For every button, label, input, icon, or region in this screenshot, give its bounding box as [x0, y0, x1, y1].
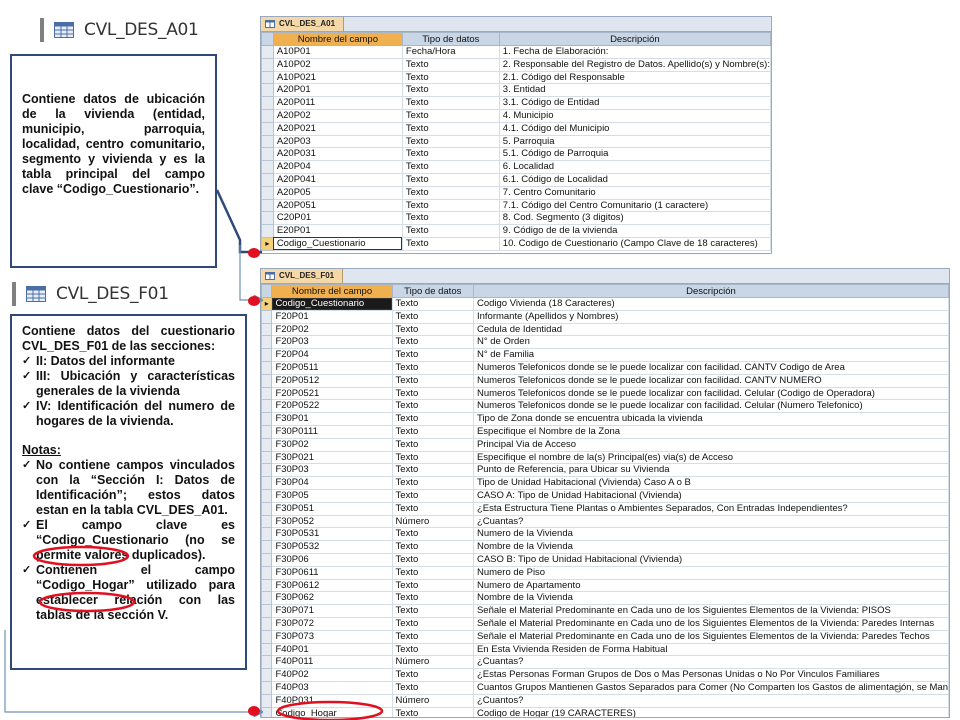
- data-type-cell[interactable]: Texto: [392, 553, 473, 566]
- red-marker-dot: [248, 248, 260, 258]
- data-type-cell[interactable]: Fecha/Hora: [402, 46, 499, 59]
- row-selector[interactable]: [262, 400, 272, 413]
- field-name-cell[interactable]: F30P03: [272, 464, 392, 477]
- row-selector[interactable]: [262, 387, 272, 400]
- table-row[interactable]: [262, 336, 949, 349]
- data-type-cell[interactable]: Número: [392, 656, 473, 669]
- data-type-cell[interactable]: Texto: [392, 438, 473, 451]
- row-selector[interactable]: [262, 592, 272, 605]
- table-row[interactable]: [262, 656, 949, 669]
- row-selector[interactable]: [262, 681, 272, 694]
- field-name-cell[interactable]: C20P01: [273, 212, 402, 225]
- table-row[interactable]: [262, 515, 949, 528]
- table-row[interactable]: [262, 694, 949, 707]
- data-type-cell[interactable]: Texto: [392, 681, 473, 694]
- field-name-cell[interactable]: F40P031: [272, 694, 392, 707]
- field-name-cell[interactable]: A20P03: [273, 135, 402, 148]
- row-selector[interactable]: [262, 464, 272, 477]
- data-type-cell[interactable]: Texto: [392, 323, 473, 336]
- description-cell[interactable]: En Esta Vivienda Residen de Forma Habitual: [473, 643, 948, 656]
- row-selector[interactable]: [262, 566, 272, 579]
- description-cell[interactable]: 6. Localidad: [499, 161, 770, 174]
- data-type-cell[interactable]: Texto: [402, 148, 499, 161]
- table-row[interactable]: [262, 425, 949, 438]
- table-row[interactable]: [262, 212, 771, 225]
- row-selector[interactable]: [262, 46, 274, 59]
- data-type-cell[interactable]: Texto: [402, 84, 499, 97]
- data-type-cell[interactable]: Texto: [402, 225, 499, 238]
- table-row[interactable]: [262, 58, 771, 71]
- row-selector[interactable]: [262, 173, 274, 186]
- row-selector[interactable]: [262, 225, 274, 238]
- data-type-cell[interactable]: Texto: [402, 186, 499, 199]
- row-selector[interactable]: [262, 694, 272, 707]
- description-cell[interactable]: CASO A: Tipo de Unidad Habitacional (Vivienda): [473, 489, 948, 502]
- field-name-cell[interactable]: F30P051: [272, 502, 392, 515]
- table-icon: [265, 272, 275, 280]
- description-cell[interactable]: Especifique el Nombre de la Zona: [473, 425, 948, 438]
- row-selector[interactable]: [262, 199, 274, 212]
- row-selector[interactable]: [262, 425, 272, 438]
- design-grid-a01[interactable]: [260, 16, 772, 254]
- row-selector[interactable]: [262, 605, 272, 618]
- row-selector[interactable]: [262, 323, 272, 336]
- description-cell[interactable]: 7.1. Código del Centro Comunitario (1 caractere): [499, 199, 770, 212]
- description-cell[interactable]: Cedula de Identidad: [473, 323, 948, 336]
- field-name-cell[interactable]: F20P0522: [272, 400, 392, 413]
- description-cell[interactable]: 4.1. Código del Municipio: [499, 122, 770, 135]
- section-item: ✓ III: Ubicación y características generales de la vivienda: [22, 369, 235, 399]
- row-selector[interactable]: [262, 361, 272, 374]
- data-type-cell[interactable]: Texto: [392, 541, 473, 554]
- table-row[interactable]: [262, 553, 949, 566]
- table-row[interactable]: [262, 669, 949, 682]
- data-type-cell[interactable]: Texto: [392, 413, 473, 426]
- field-name-cell[interactable]: Codigo_Cuestionario: [273, 237, 402, 250]
- row-selector[interactable]: [262, 451, 272, 464]
- description-cell[interactable]: 6.1. Código de Localidad: [499, 173, 770, 186]
- row-selector[interactable]: [262, 707, 272, 718]
- section-item: ✓ II: Datos del informante: [22, 354, 235, 369]
- field-name-cell[interactable]: A20P031: [273, 148, 402, 161]
- data-type-cell[interactable]: Texto: [392, 605, 473, 618]
- table-row[interactable]: [262, 451, 949, 464]
- field-name-cell[interactable]: A20P041: [273, 173, 402, 186]
- table-row[interactable]: [262, 323, 949, 336]
- field-name-cell[interactable]: A20P051: [273, 199, 402, 212]
- row-selector[interactable]: [262, 656, 272, 669]
- row-selector[interactable]: [262, 528, 272, 541]
- table-row[interactable]: [262, 489, 949, 502]
- description-cell[interactable]: ¿Cuantos?: [473, 694, 948, 707]
- data-type-cell[interactable]: Texto: [402, 58, 499, 71]
- description-cell[interactable]: 2. Responsable del Registro de Datos. Apellido(s) y Nombre(s):: [499, 58, 770, 71]
- data-type-cell[interactable]: Número: [392, 515, 473, 528]
- field-name-cell[interactable]: A10P01: [273, 46, 402, 59]
- field-name-cell[interactable]: F30P073: [272, 630, 392, 643]
- table-row[interactable]: [262, 186, 771, 199]
- data-type-cell[interactable]: Texto: [402, 199, 499, 212]
- row-selector[interactable]: [262, 630, 272, 643]
- data-type-cell[interactable]: Texto: [402, 97, 499, 110]
- description-cell[interactable]: 2.1. Código del Responsable: [499, 71, 770, 84]
- note-f01: [10, 314, 247, 670]
- description-cell[interactable]: Informante (Apellidos y Nombres): [473, 310, 948, 323]
- row-selector[interactable]: [262, 643, 272, 656]
- column-header[interactable]: Nombre del campo: [273, 33, 402, 46]
- red-marker-dot: [248, 706, 260, 716]
- field-name-cell[interactable]: A20P02: [273, 109, 402, 122]
- table-row[interactable]: [262, 349, 949, 362]
- tab-strip: [261, 269, 949, 284]
- note-item: ✓ No contiene campos vinculados con la “Sección I: Datos de Identificación”; estos datos estan en la tabla CVL_DES_A01.: [22, 458, 235, 518]
- description-cell[interactable]: ¿Estas Personas Forman Grupos de Dos o Mas Personas Unidas o No Por Vinculos Familiares: [473, 669, 948, 682]
- field-name-cell[interactable]: A20P05: [273, 186, 402, 199]
- table-row[interactable]: [262, 528, 949, 541]
- field-name-cell[interactable]: F20P02: [272, 323, 392, 336]
- table-row[interactable]: [262, 592, 949, 605]
- field-name-cell[interactable]: F20P0521: [272, 387, 392, 400]
- table-icon: [265, 20, 275, 28]
- field-name-cell[interactable]: F30P071: [272, 605, 392, 618]
- primary-key-icon[interactable]: ▸: [262, 298, 272, 311]
- field-name-cell[interactable]: Codigo_Cuestionario: [272, 298, 392, 311]
- row-selector[interactable]: [262, 310, 272, 323]
- data-type-cell[interactable]: Texto: [392, 630, 473, 643]
- description-cell[interactable]: Numeros Telefonicos donde se le puede localizar con facilidad. CANTV NUMERO: [473, 374, 948, 387]
- field-name-cell[interactable]: A20P01: [273, 84, 402, 97]
- description-cell[interactable]: Señale el Material Predominante en Cada uno de los Siguientes Elementos de la Vivienda: Paredes Techos: [473, 630, 948, 643]
- data-type-cell[interactable]: Texto: [392, 451, 473, 464]
- data-type-cell[interactable]: Texto: [392, 374, 473, 387]
- data-type-cell[interactable]: Texto: [392, 592, 473, 605]
- tab-label: CVL_DES_A01: [279, 19, 336, 28]
- column-header[interactable]: Descripción: [473, 285, 948, 298]
- data-type-cell[interactable]: Texto: [402, 161, 499, 174]
- table-row[interactable]: [262, 707, 949, 718]
- data-type-cell[interactable]: Texto: [392, 489, 473, 502]
- design-grid-f01[interactable]: [260, 268, 950, 718]
- row-selector[interactable]: [262, 109, 274, 122]
- field-name-cell[interactable]: A20P021: [273, 122, 402, 135]
- table-row[interactable]: [262, 605, 949, 618]
- row-selector[interactable]: [262, 515, 272, 528]
- data-type-cell[interactable]: Texto: [402, 173, 499, 186]
- description-cell[interactable]: Cuantos Grupos Mantienen Gastos Separados para Comer (No Comparten los Gastos de alimentación, se Man: [473, 681, 948, 694]
- row-selector[interactable]: [262, 84, 274, 97]
- row-selector[interactable]: [262, 502, 272, 515]
- description-cell[interactable]: Numeros Telefonicos donde se le puede localizar con facilidad. Celular (Numero Telefonico): [473, 400, 948, 413]
- description-cell[interactable]: 1. Fecha de Elaboración:: [499, 46, 770, 59]
- table-title-f01: [12, 282, 169, 306]
- data-type-cell[interactable]: Texto: [392, 387, 473, 400]
- data-type-cell[interactable]: Número: [392, 694, 473, 707]
- table-row[interactable]: [262, 438, 949, 451]
- row-selector[interactable]: [262, 489, 272, 502]
- table-icon: [26, 286, 46, 302]
- description-cell[interactable]: Nombre de la Vivienda: [473, 541, 948, 554]
- row-selector[interactable]: [262, 135, 274, 148]
- tab-cvl-des-a01[interactable]: [261, 17, 344, 31]
- row-selector[interactable]: [262, 122, 274, 135]
- field-name-cell[interactable]: F30P052: [272, 515, 392, 528]
- row-selector[interactable]: [262, 477, 272, 490]
- data-type-cell[interactable]: Texto: [392, 349, 473, 362]
- field-name-cell[interactable]: F30P04: [272, 477, 392, 490]
- table-row[interactable]: [262, 97, 771, 110]
- fields-table: [261, 32, 771, 251]
- note-a01: [10, 54, 217, 268]
- field-name-cell[interactable]: F40P02: [272, 669, 392, 682]
- row-selector[interactable]: [262, 58, 274, 71]
- field-name-cell[interactable]: F20P04: [272, 349, 392, 362]
- table-icon: [54, 22, 74, 38]
- field-name-cell[interactable]: F30P021: [272, 451, 392, 464]
- row-selector[interactable]: [262, 336, 272, 349]
- field-name-cell[interactable]: Codigo_Hogar: [272, 707, 392, 718]
- column-header[interactable]: Nombre del campo: [272, 285, 392, 298]
- table-row[interactable]: [262, 161, 771, 174]
- field-name-cell[interactable]: E20P01: [273, 225, 402, 238]
- description-cell[interactable]: 3.1. Código de Entidad: [499, 97, 770, 110]
- description-cell[interactable]: Punto de Referencia, para Ubicar su Vivienda: [473, 464, 948, 477]
- field-name-cell[interactable]: A20P011: [273, 97, 402, 110]
- header-row: [262, 33, 771, 46]
- field-name-cell[interactable]: F30P072: [272, 617, 392, 630]
- field-name-cell[interactable]: F40P03: [272, 681, 392, 694]
- row-selector[interactable]: [262, 148, 274, 161]
- description-cell[interactable]: Codigo de Hogar (19 CARACTERES): [473, 707, 948, 718]
- note-item: ✓ Contienen el campo “Codigo_Hogar” utilizado para establecer relación con las tablas de la sección V.: [22, 563, 235, 623]
- data-type-cell[interactable]: Texto: [392, 579, 473, 592]
- field-name-cell[interactable]: F20P03: [272, 336, 392, 349]
- row-selector[interactable]: [262, 161, 274, 174]
- table-row[interactable]: [262, 109, 771, 122]
- description-cell[interactable]: Numero de la Vivienda: [473, 528, 948, 541]
- table-row[interactable]: [262, 681, 949, 694]
- table-row[interactable]: [262, 361, 949, 374]
- table-row[interactable]: [262, 630, 949, 643]
- description-cell[interactable]: 5.1. Código de Parroquia: [499, 148, 770, 161]
- row-selector[interactable]: [262, 669, 272, 682]
- column-header[interactable]: Tipo de datos: [402, 33, 499, 46]
- data-type-cell[interactable]: Texto: [402, 212, 499, 225]
- data-type-cell[interactable]: Texto: [392, 528, 473, 541]
- table-row[interactable]: [262, 199, 771, 212]
- description-cell[interactable]: 3. Entidad: [499, 84, 770, 97]
- data-type-cell[interactable]: Texto: [402, 109, 499, 122]
- notes-heading: Notas:: [22, 443, 61, 457]
- description-cell[interactable]: 7. Centro Comunitario: [499, 186, 770, 199]
- description-cell[interactable]: 9. Código de de la vivienda: [499, 225, 770, 238]
- table-row[interactable]: [262, 46, 771, 59]
- table-row[interactable]: [262, 541, 949, 554]
- data-type-cell[interactable]: Texto: [392, 477, 473, 490]
- description-cell[interactable]: 5. Parroquia: [499, 135, 770, 148]
- data-type-cell[interactable]: Texto: [402, 71, 499, 84]
- description-cell[interactable]: Numeros Telefonicos donde se le puede localizar con facilidad. Celular (Codigo de Operadora): [473, 387, 948, 400]
- table-row[interactable]: [262, 579, 949, 592]
- table-row[interactable]: [262, 400, 949, 413]
- data-type-cell[interactable]: Texto: [392, 298, 473, 311]
- table-row[interactable]: [262, 413, 949, 426]
- fields-table: [261, 284, 949, 718]
- description-cell[interactable]: Señale el Material Predominante en Cada uno de los Siguientes Elementos de la Vivienda: PISOS: [473, 605, 948, 618]
- section-item: ✓ IV: Identificación del numero de hogares de la vivienda.: [22, 399, 235, 429]
- title-accent-bar: [12, 282, 16, 306]
- table-row[interactable]: [262, 477, 949, 490]
- field-name-cell[interactable]: F40P011: [272, 656, 392, 669]
- description-cell[interactable]: ¿Cuantas?: [473, 515, 948, 528]
- connector-arrow-a01: [217, 190, 262, 300]
- data-type-cell[interactable]: Texto: [402, 122, 499, 135]
- row-selector[interactable]: [262, 438, 272, 451]
- tab-label: CVL_DES_F01: [279, 271, 335, 280]
- table-row[interactable]: [262, 643, 949, 656]
- note-a01-text: Contiene datos de ubicación de la vivienda (entidad, municipio, parroquia, localidad, centro comunitario, segmento y vivienda y es la tabla principal del campo clave “Codigo_Cuestionario”.: [22, 92, 205, 196]
- data-type-cell[interactable]: Texto: [392, 310, 473, 323]
- field-name-cell[interactable]: F30P01: [272, 413, 392, 426]
- row-selector[interactable]: [262, 617, 272, 630]
- description-cell[interactable]: Nombre de la Vivienda: [473, 592, 948, 605]
- title-accent-bar: [40, 18, 44, 42]
- description-cell[interactable]: Numero de Apartamento: [473, 579, 948, 592]
- table-row[interactable]: [262, 310, 949, 323]
- description-cell[interactable]: 4. Municipio: [499, 109, 770, 122]
- field-name-cell[interactable]: A20P04: [273, 161, 402, 174]
- row-selector[interactable]: [262, 212, 274, 225]
- red-marker-dot: [248, 296, 260, 306]
- description-cell[interactable]: CASO B: Tipo de Unidad Habitacional (Vivienda): [473, 553, 948, 566]
- row-selector[interactable]: [262, 349, 272, 362]
- table-row[interactable]: [262, 464, 949, 477]
- description-cell[interactable]: Especifique el nombre de la(s) Principal(es) via(s) de Acceso: [473, 451, 948, 464]
- description-cell[interactable]: Numeros Telefonicos donde se le puede localizar con facilidad. CANTV Codigo de Area: [473, 361, 948, 374]
- table-row[interactable]: [262, 122, 771, 135]
- table-row[interactable]: [262, 502, 949, 515]
- row-selector[interactable]: [262, 374, 272, 387]
- field-name-cell[interactable]: F30P0532: [272, 541, 392, 554]
- description-cell[interactable]: N° de Orden: [473, 336, 948, 349]
- description-cell[interactable]: Tipo de Unidad Habitacional (Vivienda) Caso A o B: [473, 477, 948, 490]
- primary-key-icon[interactable]: ▸: [262, 237, 274, 250]
- row-selector-header[interactable]: [262, 33, 274, 46]
- field-name-cell[interactable]: F30P06: [272, 553, 392, 566]
- field-name-cell[interactable]: F20P0511: [272, 361, 392, 374]
- field-name-cell[interactable]: F20P01: [272, 310, 392, 323]
- data-type-cell[interactable]: Texto: [392, 361, 473, 374]
- row-selector[interactable]: [262, 541, 272, 554]
- table-row[interactable]: [262, 173, 771, 186]
- note-f01-intro: Contiene datos del cuestionario CVL_DES_F01 de las secciones:: [22, 324, 235, 353]
- data-type-cell[interactable]: Texto: [392, 464, 473, 477]
- table-row[interactable]: [262, 237, 771, 250]
- description-cell[interactable]: 10. Codigo de Cuestionario (Campo Clave de 18 caracteres): [499, 237, 770, 250]
- data-type-cell[interactable]: Texto: [402, 135, 499, 148]
- table-row[interactable]: [262, 374, 949, 387]
- data-type-cell[interactable]: Texto: [392, 502, 473, 515]
- description-cell[interactable]: Principal Via de Acceso: [473, 438, 948, 451]
- table-row[interactable]: [262, 71, 771, 84]
- table-row[interactable]: [262, 617, 949, 630]
- field-name-cell[interactable]: F30P05: [272, 489, 392, 502]
- table-row[interactable]: [262, 566, 949, 579]
- data-type-cell[interactable]: Texto: [392, 400, 473, 413]
- data-type-cell[interactable]: Texto: [392, 707, 473, 718]
- row-selector[interactable]: [262, 97, 274, 110]
- data-type-cell[interactable]: Texto: [392, 643, 473, 656]
- field-name-cell[interactable]: F40P01: [272, 643, 392, 656]
- field-name-cell[interactable]: F30P062: [272, 592, 392, 605]
- field-name-cell[interactable]: A10P021: [273, 71, 402, 84]
- data-type-cell[interactable]: Texto: [392, 425, 473, 438]
- field-name-cell[interactable]: F30P0111: [272, 425, 392, 438]
- row-selector[interactable]: [262, 579, 272, 592]
- data-type-cell[interactable]: Texto: [392, 669, 473, 682]
- data-type-cell[interactable]: Texto: [402, 237, 499, 250]
- tab-strip: [261, 17, 771, 32]
- field-name-cell[interactable]: F30P0531: [272, 528, 392, 541]
- header-row: [262, 285, 949, 298]
- data-type-cell[interactable]: Texto: [392, 566, 473, 579]
- table-title-a01: [40, 18, 199, 42]
- table-row[interactable]: [262, 387, 949, 400]
- table-title-text: CVL_DES_F01: [56, 284, 169, 304]
- table-row[interactable]: [262, 135, 771, 148]
- table-row[interactable]: [262, 298, 949, 311]
- description-cell[interactable]: Tipo de Zona donde se encuentra ubicada la vivienda: [473, 413, 948, 426]
- column-header[interactable]: Tipo de datos: [392, 285, 473, 298]
- data-type-cell[interactable]: Texto: [392, 336, 473, 349]
- note-item: ✓ El campo clave es “Codigo_Cuestionario (no se permite valores duplicados).: [22, 518, 235, 563]
- field-name-cell[interactable]: F30P0611: [272, 566, 392, 579]
- notes-list: [22, 458, 235, 623]
- description-cell[interactable]: Señale el Material Predominante en Cada uno de los Siguientes Elementos de la Vivienda: Paredes Internas: [473, 617, 948, 630]
- row-selector[interactable]: [262, 413, 272, 426]
- description-cell[interactable]: ¿Esta Estructura Tiene Plantas o Ambientes Separados, Con Entradas Independientes?: [473, 502, 948, 515]
- row-selector[interactable]: [262, 71, 274, 84]
- table-row[interactable]: [262, 84, 771, 97]
- row-selector[interactable]: [262, 186, 274, 199]
- description-cell[interactable]: 8. Cod. Segmento (3 digitos): [499, 212, 770, 225]
- table-row[interactable]: [262, 225, 771, 238]
- description-cell[interactable]: Codigo Vivienda (18 Caracteres): [473, 298, 948, 311]
- table-title-text: CVL_DES_A01: [84, 20, 199, 40]
- description-cell[interactable]: Numero de Piso: [473, 566, 948, 579]
- field-name-cell[interactable]: F30P02: [272, 438, 392, 451]
- field-name-cell[interactable]: A10P02: [273, 58, 402, 71]
- row-selector[interactable]: [262, 553, 272, 566]
- row-selector-header[interactable]: [262, 285, 272, 298]
- tab-cvl-des-f01[interactable]: [261, 269, 343, 283]
- field-name-cell[interactable]: F30P0612: [272, 579, 392, 592]
- data-type-cell[interactable]: Texto: [392, 617, 473, 630]
- table-row[interactable]: [262, 148, 771, 161]
- description-cell[interactable]: N° de Familia: [473, 349, 948, 362]
- column-header[interactable]: Descripción: [499, 33, 770, 46]
- description-cell[interactable]: ¿Cuantas?: [473, 656, 948, 669]
- sections-list: [22, 354, 235, 429]
- field-name-cell[interactable]: F20P0512: [272, 374, 392, 387]
